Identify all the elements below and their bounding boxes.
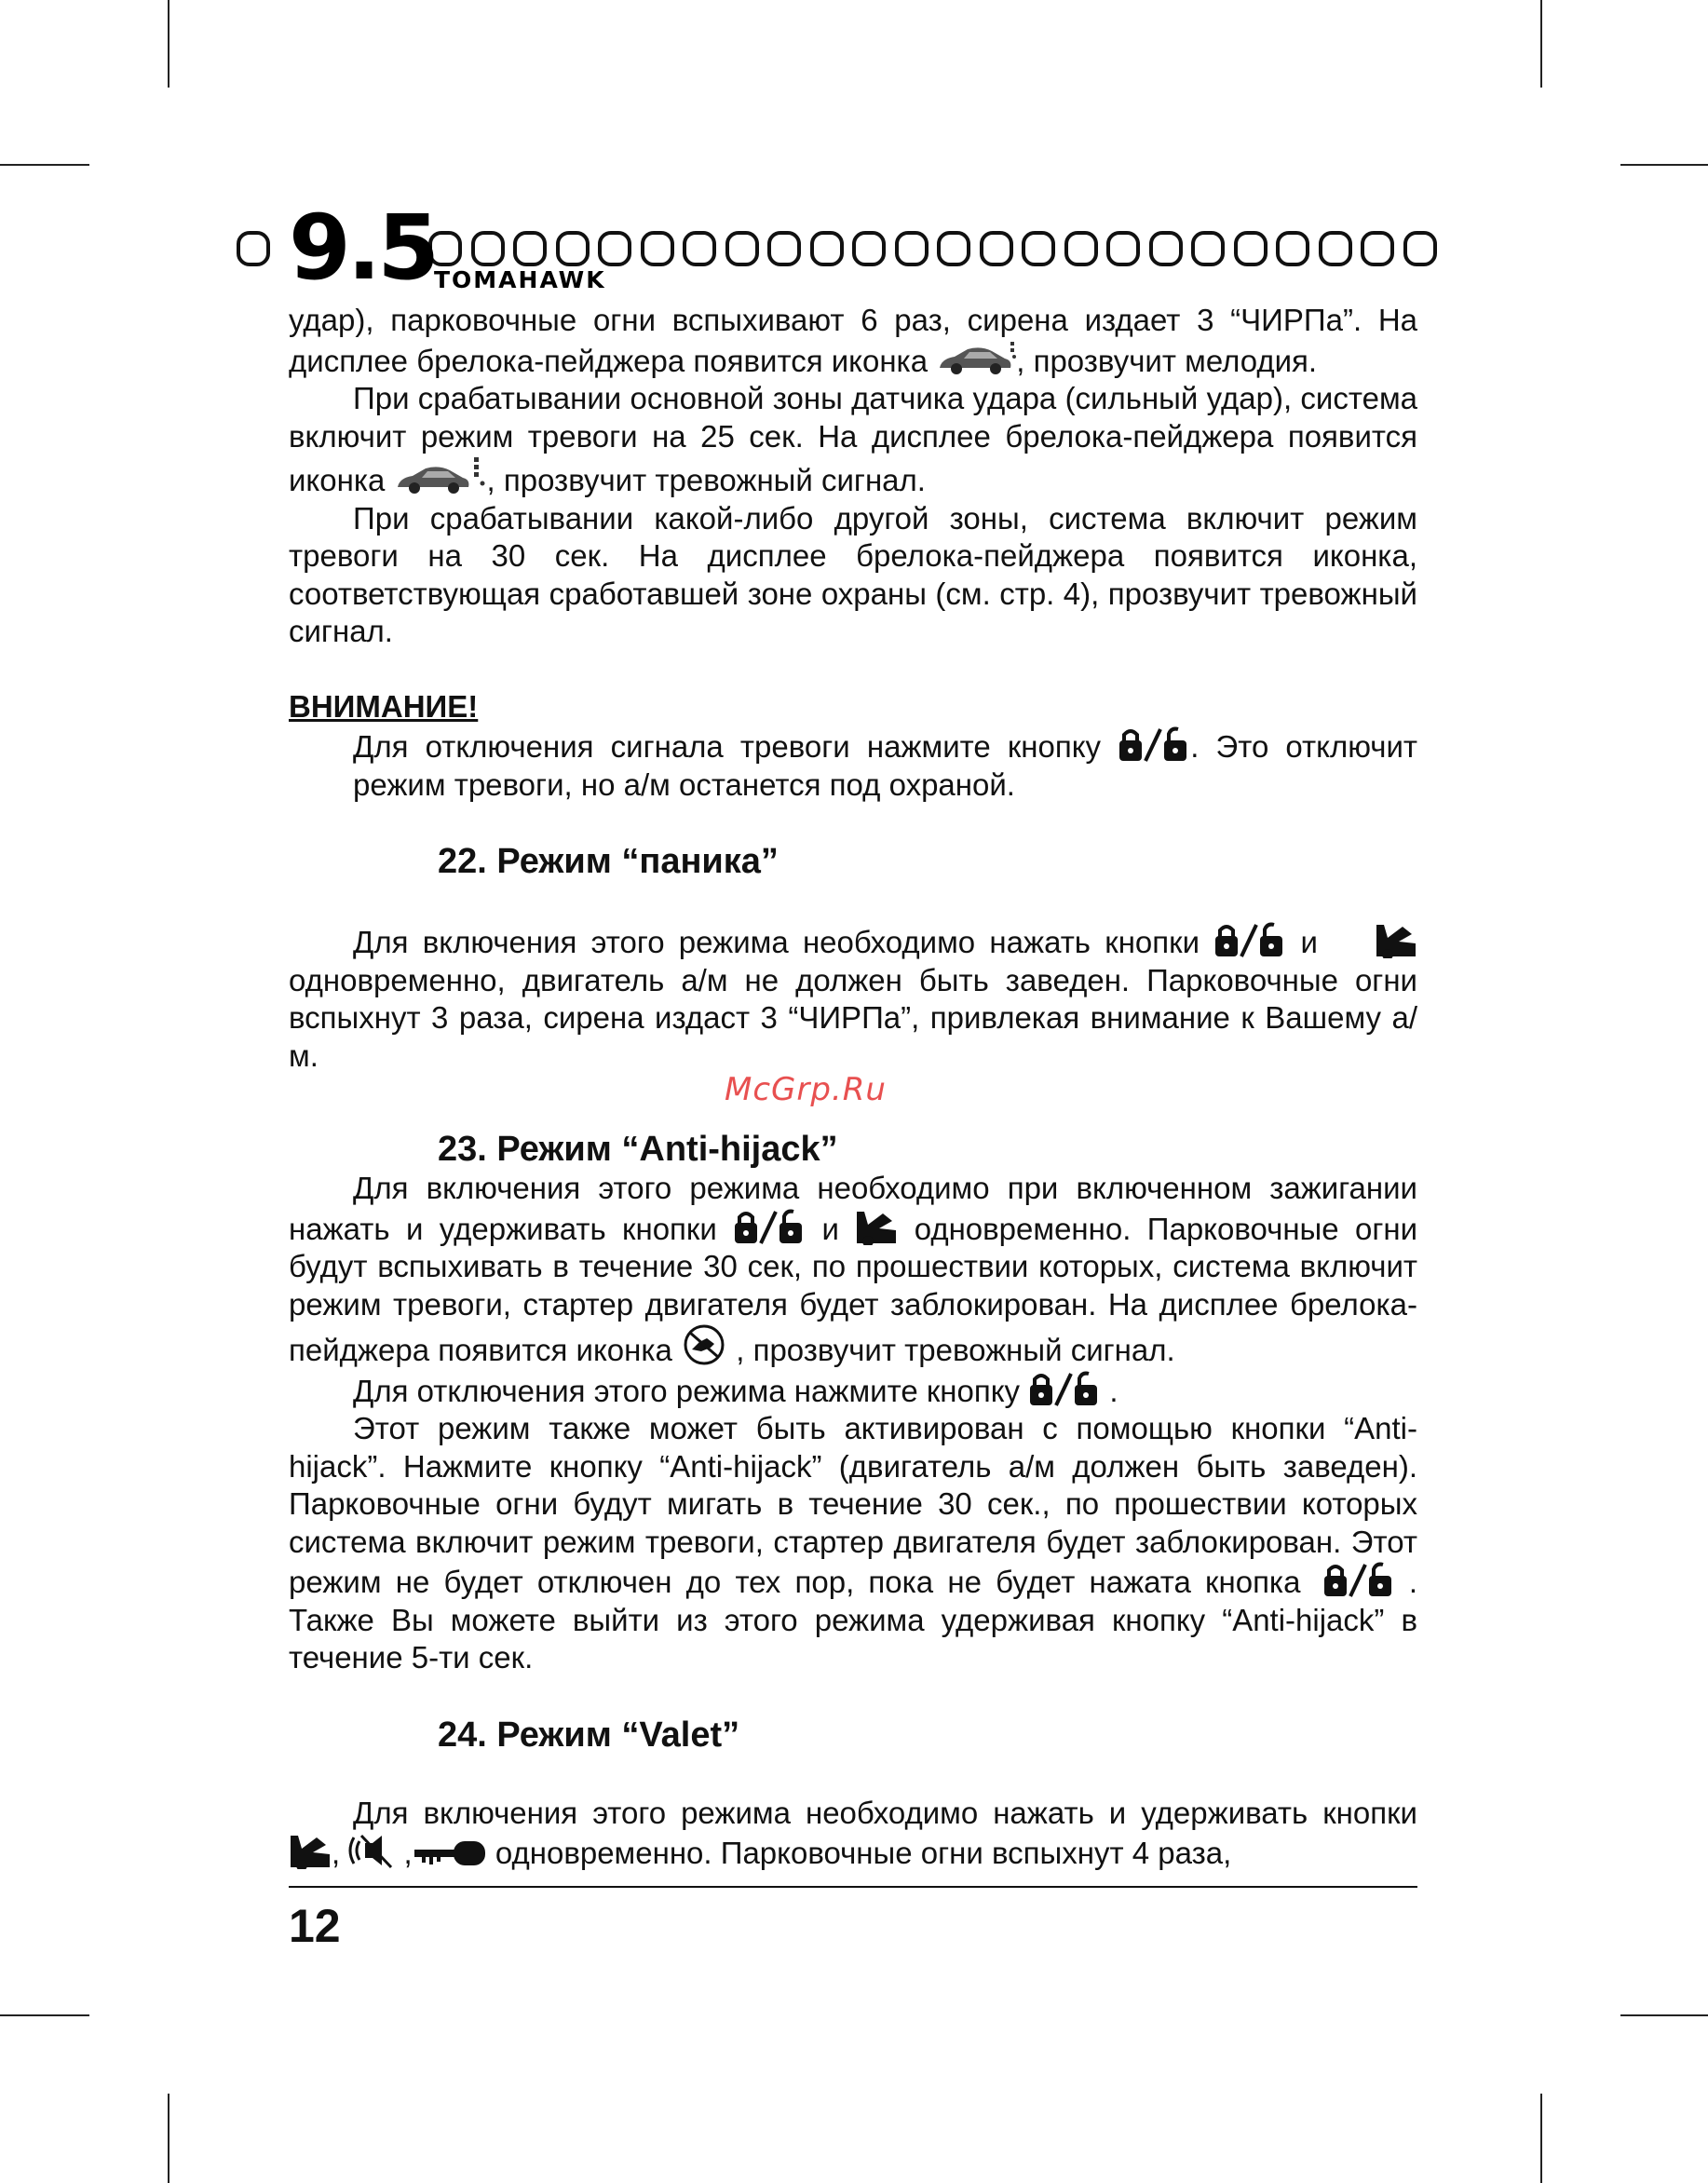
page-number: 12 xyxy=(289,1900,341,1952)
placeholder-box xyxy=(471,231,505,266)
page-header xyxy=(237,196,1475,300)
lock-unlock-icon xyxy=(1213,921,1286,958)
placeholder-box xyxy=(810,231,844,266)
valet-paragraph: Для включения этого режима необходимо нажать и удерживать кнопки , , одновременно. Парковочные огни вспыхнут 4 раза, xyxy=(289,1795,1417,1873)
key-icon xyxy=(413,1837,487,1869)
page-content xyxy=(289,302,1417,1873)
crop-mark xyxy=(0,164,89,166)
warning-body: Для отключения сигнала тревоги нажмите кнопку . Это отключит режим тревоги, но а/м останется под охраной. xyxy=(353,725,1417,804)
placeholder-box xyxy=(1106,231,1140,266)
placeholder-box xyxy=(1319,231,1352,266)
placeholder-box xyxy=(1361,231,1394,266)
placeholder-box xyxy=(1064,231,1098,266)
placeholder-box xyxy=(513,231,547,266)
panic-paragraph: Для включения этого режима необходимо нажать кнопки и одновременно, двигатель а/м не должен быть заведен. Парковочные огни вспыхнут 3 раза, сирена издаст 3 “ЧИРПа”, привлекая внимание к Вашему а/м. xyxy=(289,921,1417,1075)
trunk-icon xyxy=(289,1832,332,1869)
placeholder-box xyxy=(641,231,674,266)
placeholder-box xyxy=(1234,231,1267,266)
trunk-icon xyxy=(855,1208,898,1245)
placeholder-box xyxy=(1403,231,1437,266)
lock-unlock-icon xyxy=(1322,1561,1395,1598)
footer-rule xyxy=(289,1886,1417,1888)
lock-unlock-icon xyxy=(1028,1370,1101,1407)
watermark: McGrp.Ru xyxy=(725,1071,887,1108)
crop-mark xyxy=(1620,2014,1708,2016)
antihijack-paragraph-2: Для отключения этого режима нажмите кнопку . xyxy=(289,1370,1417,1411)
placeholder-box xyxy=(556,231,590,266)
warning-title: ВНИМАНИЕ! xyxy=(289,688,479,724)
placeholder-box xyxy=(237,231,270,266)
alarm-paragraph-1: удар), парковочные огни вспыхивают 6 раз, сирена издает 3 “ЧИРПа”. На дисплее брелока-пейджера появится иконка , прозвучит мелодия. xyxy=(289,303,1417,378)
placeholder-box xyxy=(852,231,886,266)
placeholder-box xyxy=(767,231,801,266)
antihijack-paragraph-3: Этот режим также может быть активирован с помощью кнопки “Anti-hijack”. Нажмите кнопку “Anti-hijack” (двигатель а/м должен быть заведен). Парковочные огни будут мигать в течение 30 сек., по прошествии которых система включит режим тревоги, стартер двигателя будет заблокирован. Этот режим не будет отключен до тех пор, пока не будет нажата кнопка . Также Вы можете выйти из этого режима удерживая кнопку “Anti-hijack” в течение 5-ти сек. xyxy=(289,1411,1417,1675)
antihijack-paragraph-1: Для включения этого режима необходимо при включенном зажигании нажать и удерживать кнопки и одновременно. Парковочные огни будут вспыхивать в течение 30 сек, по прошествии которых, система включит режим тревоги, стартер двигателя будет заблокирован. На дисплее брелока-пейджера появится иконка , прозвучит тревожный сигнал. xyxy=(289,1171,1418,1367)
placeholder-box xyxy=(895,231,929,266)
placeholder-box xyxy=(1022,231,1055,266)
antihijack-icon xyxy=(681,1323,727,1366)
crop-mark xyxy=(1540,0,1542,88)
section-title-valet: 24. Режим “Valet” xyxy=(438,1715,740,1755)
alarm-paragraph-2: При срабатывании основной зоны датчика удара (сильный удар), система включит режим тревоги на 25 сек. На дисплее брелока-пейджера появится иконка , прозвучит тревожный сигнал. xyxy=(289,381,1417,497)
crop-mark xyxy=(168,0,169,88)
crop-mark xyxy=(1540,2094,1542,2183)
placeholder-box xyxy=(1276,231,1309,266)
placeholder-box xyxy=(683,231,716,266)
placeholder-box xyxy=(937,231,970,266)
crop-mark xyxy=(168,2094,169,2183)
logo-number: 9.5 xyxy=(289,196,437,300)
crop-mark xyxy=(0,2014,89,2016)
placeholder-box xyxy=(725,231,759,266)
car-warning-icon xyxy=(394,455,487,496)
section-title-panic: 22. Режим “паника” xyxy=(438,842,779,881)
placeholder-box xyxy=(980,231,1013,266)
crop-mark xyxy=(1620,164,1708,166)
alarm-paragraph-3: При срабатывании какой-либо другой зоны, система включит режим тревоги на 30 сек. На дисплее брелока-пейджера появится иконка, соответствующая сработавшей зоне охраны (см. стр. 4), прозвучит тревожный сигнал. xyxy=(289,500,1417,648)
siren-icon xyxy=(348,1832,395,1869)
logo-brand: TOMAHAWK xyxy=(434,266,606,293)
lock-unlock-icon xyxy=(1118,725,1190,763)
section-title-antihijack: 23. Режим “Anti-hijack” xyxy=(438,1130,838,1169)
trunk-icon xyxy=(1375,921,1417,958)
placeholder-box xyxy=(1149,231,1183,266)
lock-unlock-icon xyxy=(733,1208,806,1245)
car-warning-icon xyxy=(936,340,1016,377)
placeholder-box xyxy=(598,231,631,266)
placeholder-box xyxy=(1191,231,1225,266)
